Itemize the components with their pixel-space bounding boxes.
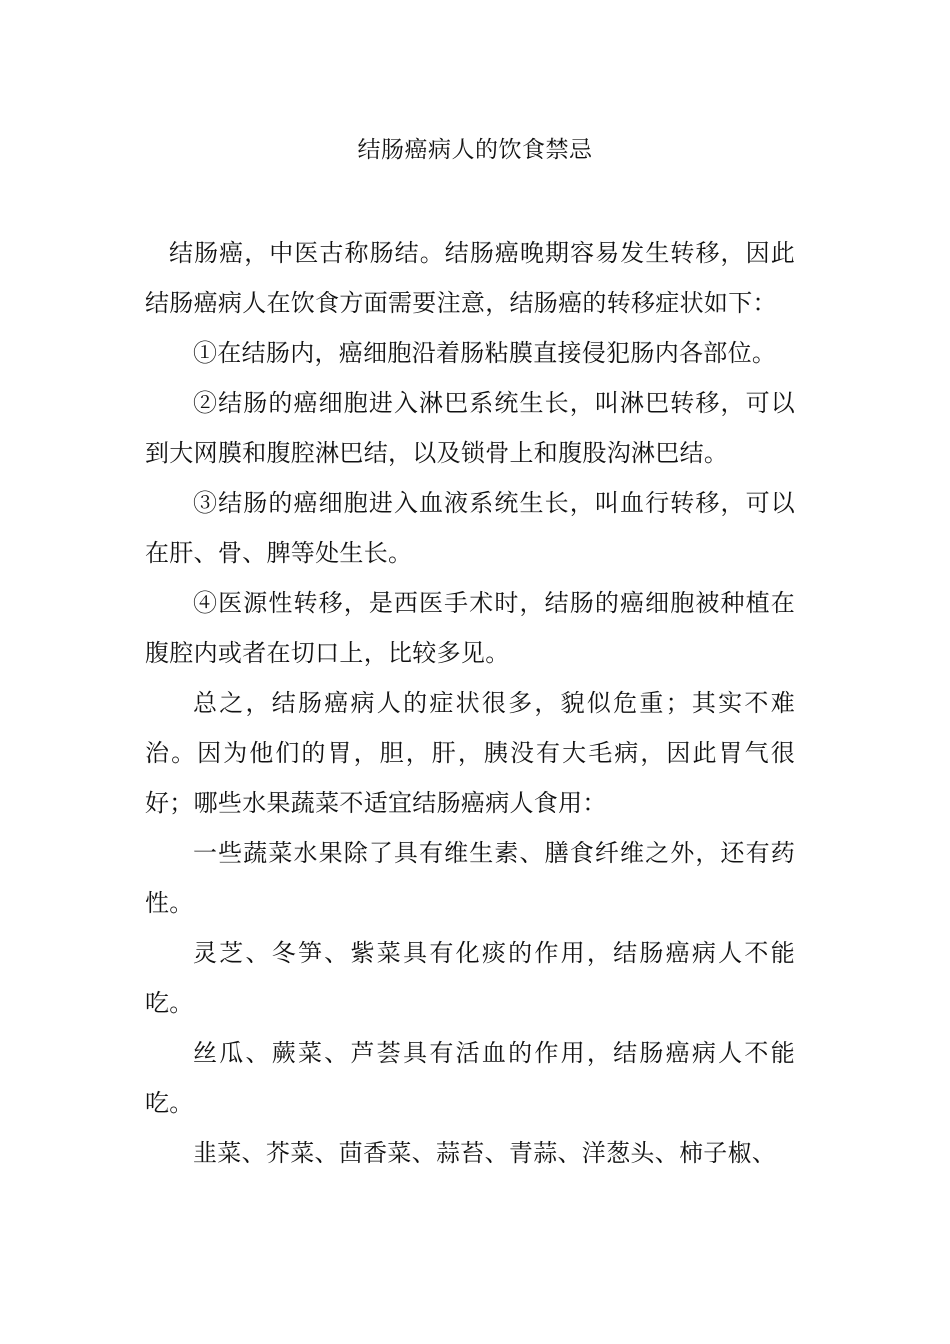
paragraph-vegetables-intro: 一些蔬菜水果除了具有维生素、膳食纤维之外，还有药性。 xyxy=(145,839,795,917)
paragraph-blood-foods: 丝瓜、蕨菜、芦荟具有活血的作用，结肠癌病人不能吃。 xyxy=(145,1039,795,1117)
paragraph-metastasis-2: ②结肠的癌细胞进入淋巴系统生长，叫淋巴转移，可以到大网膜和腹腔淋巴结，以及锁骨上和腹股沟淋巴结。 xyxy=(145,389,795,467)
paragraph-intro: 结肠癌，中医古称肠结。结肠癌晚期容易发生转移，因此结肠癌病人在饮食方面需要注意，结肠癌的转移症状如下： xyxy=(145,239,795,317)
paragraph-metastasis-1: ①在结肠内，癌细胞沿着肠粘膜直接侵犯肠内各部位。 xyxy=(193,339,777,367)
paragraph-phlegm-foods: 灵芝、冬笋、紫菜具有化痰的作用，结肠癌病人不能吃。 xyxy=(145,939,795,1017)
document-body xyxy=(145,228,795,1178)
paragraph-metastasis-4: ④医源性转移，是西医手术时，结肠的癌细胞被种植在腹腔内或者在切口上，比较多见。 xyxy=(145,589,795,667)
document-title: 结肠癌病人的饮食禁忌 xyxy=(357,137,593,163)
paragraph-metastasis-3: ③结肠的癌细胞进入血液系统生长，叫血行转移，可以在肝、骨、脾等处生长。 xyxy=(145,489,795,567)
paragraph-pungent-foods: 韭菜、芥菜、茴香菜、蒜苔、青蒜、洋葱头、柿子椒、 xyxy=(193,1139,777,1167)
paragraph-summary: 总之，结肠癌病人的症状很多，貌似危重；其实不难治。因为他们的胃，胆，肝，胰没有大毛病，因此胃气很好；哪些水果蔬菜不适宜结肠癌病人食用： xyxy=(145,689,795,817)
